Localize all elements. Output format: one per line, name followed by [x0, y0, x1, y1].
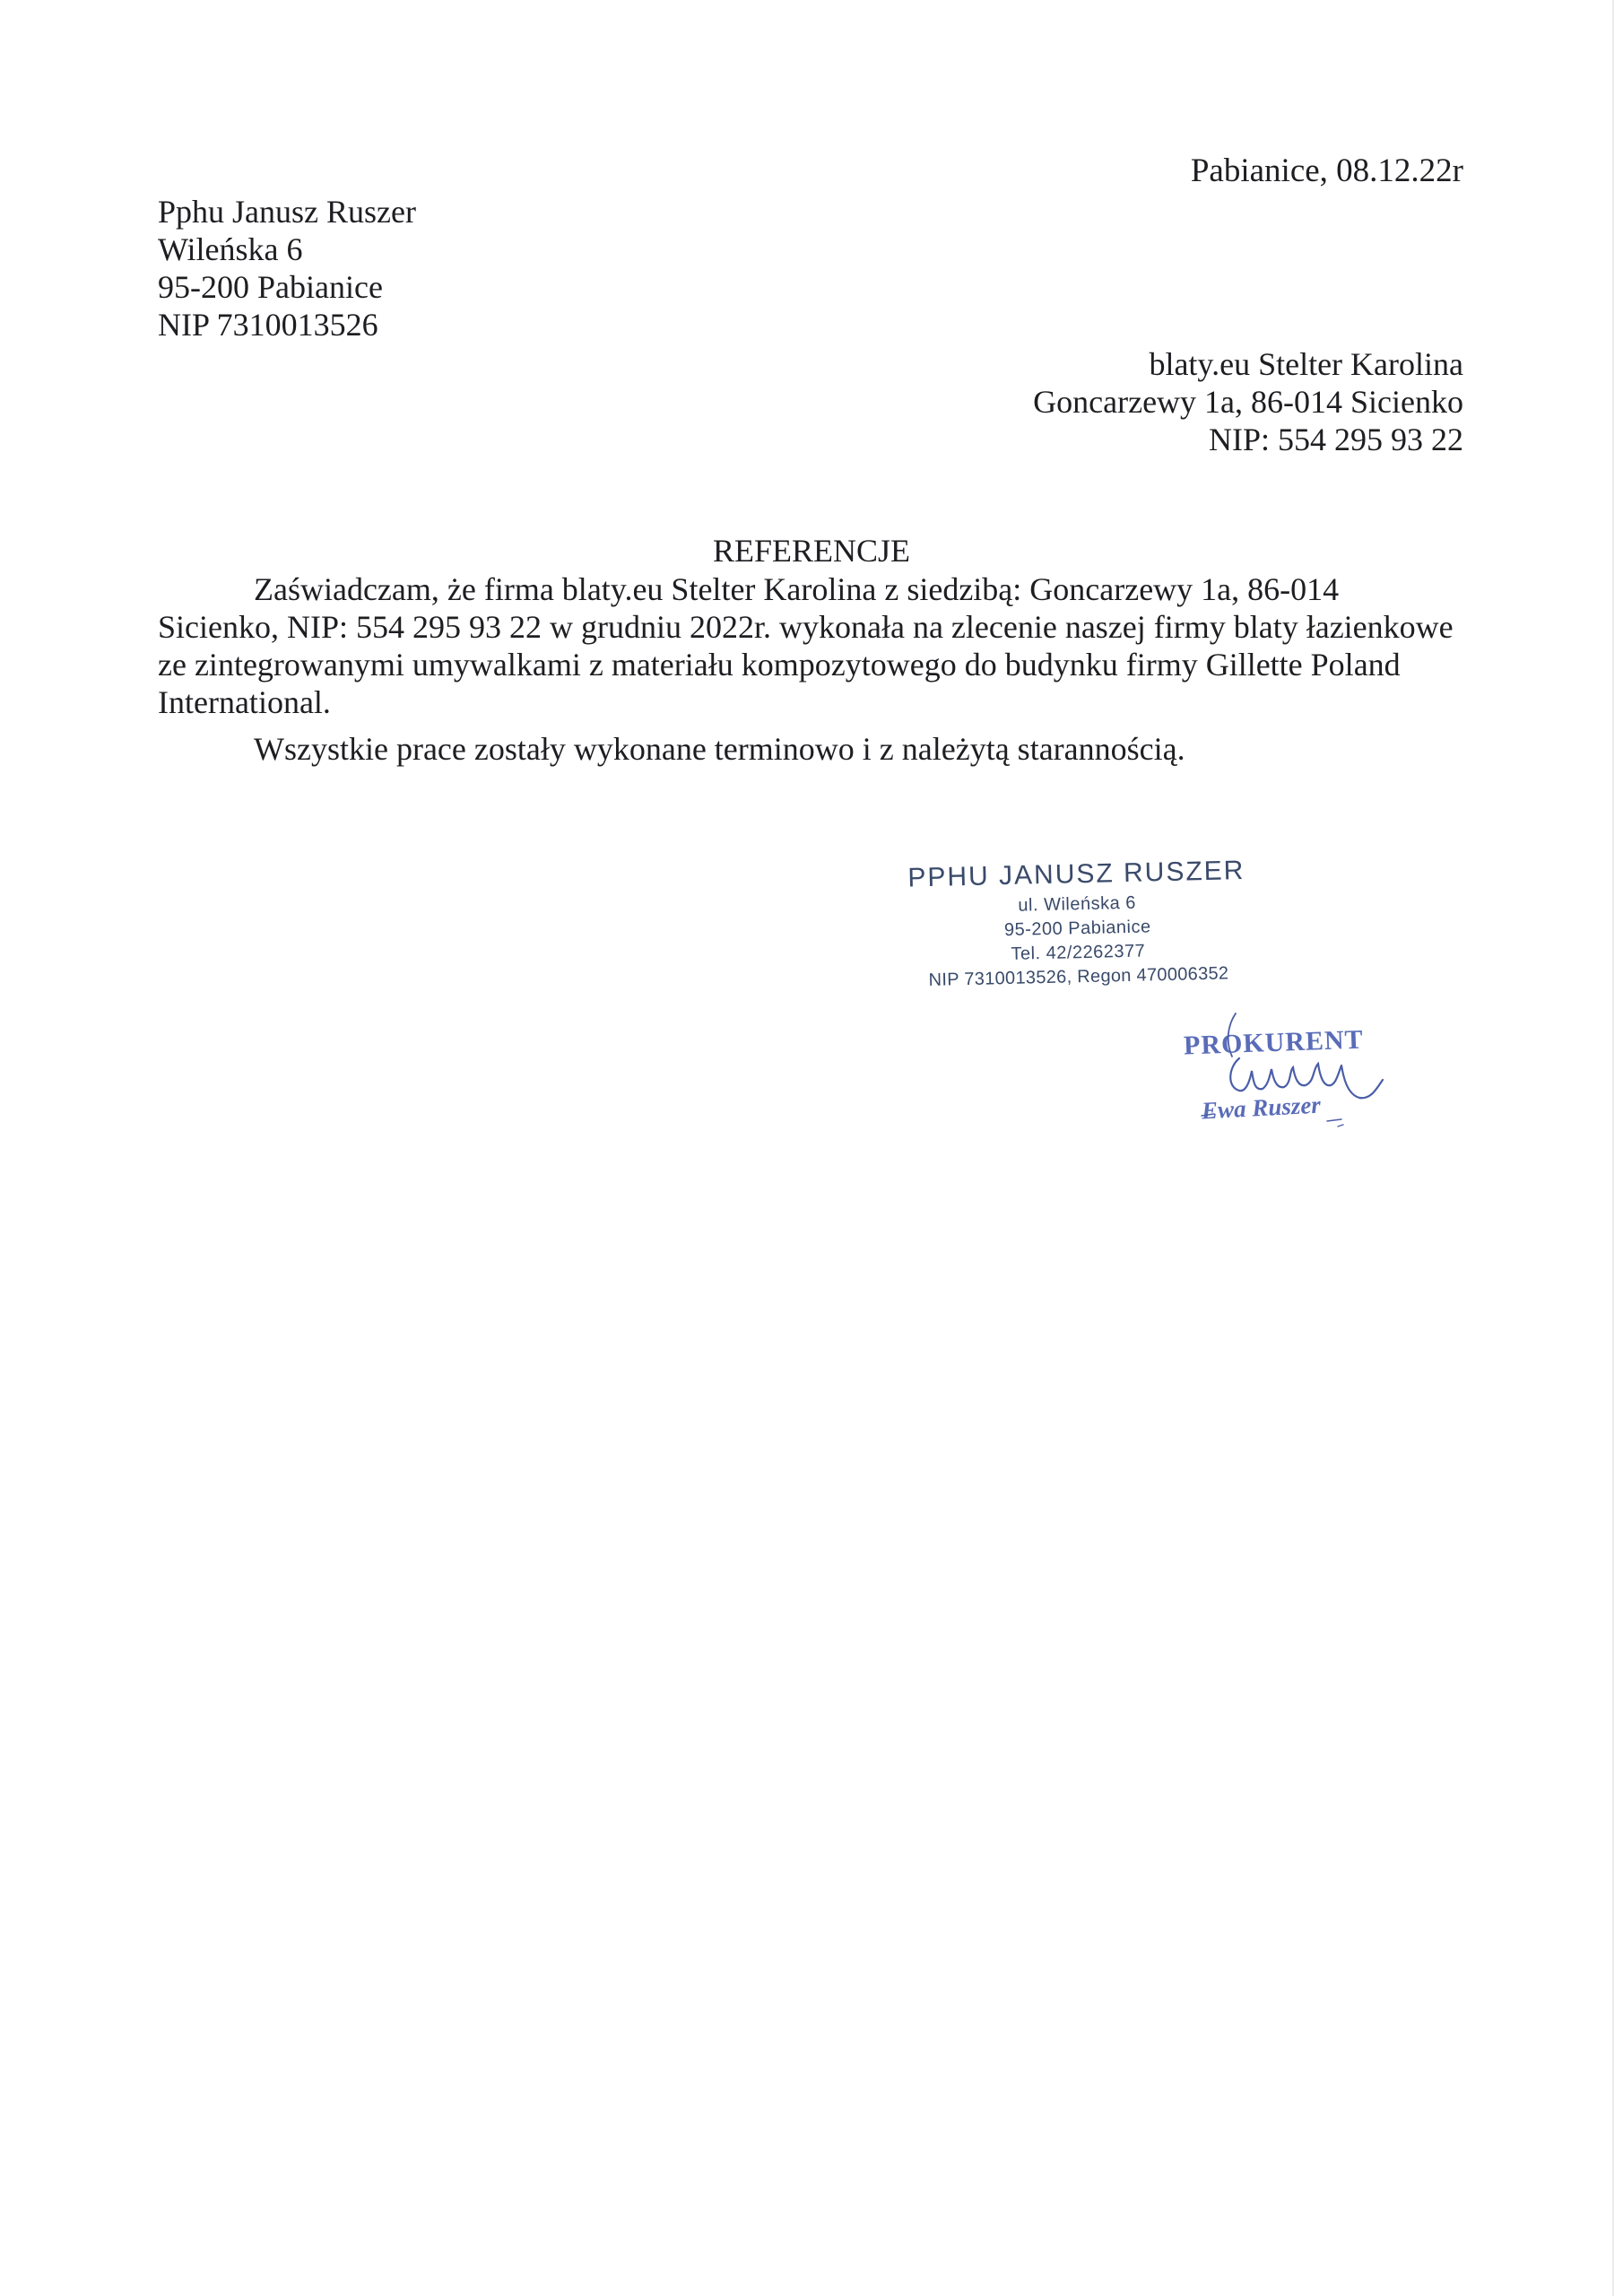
sender-address-block: [158, 193, 416, 344]
recipient-address: Goncarzewy 1a, 86-014 Sicienko: [1033, 384, 1463, 420]
handwritten-signature-icon: [1184, 1004, 1390, 1148]
letter-body: [158, 570, 1467, 768]
sender-city: 95-200 Pabianice: [158, 269, 383, 305]
page-edge: [1612, 0, 1614, 2296]
body-paragraph-2: Wszystkie prace zostały wykonane terminowo i z należytą starannością.: [254, 731, 1185, 767]
letter-date: Pabianice, 08.12.22r: [1190, 152, 1463, 189]
document-title: REFERENCJE: [712, 533, 911, 569]
stamp-street: ul. Wileńska 6: [1018, 892, 1137, 916]
stamp-nip-regon: NIP 7310013526, Regon 470006352: [928, 963, 1229, 990]
signature-role: PROKURENT: [1183, 1024, 1365, 1061]
signature-name: Ewa Ruszer: [1201, 1091, 1322, 1125]
sender-name: Pphu Janusz Ruszer: [158, 194, 416, 230]
body-paragraph-1: Zaświadczam, że firma blaty.eu Stelter Karolina z siedzibą: Goncarzewy 1a, 86-014 Sicienko, NIP: 554 295 93 22 w grudniu 2022r. wykonała na zlecenie naszej firmy blaty łazienkowe ze zintegrowanymi umywalkami z materiału kompozytowego do budynku firmy Gillette Poland International.: [158, 571, 1454, 720]
company-stamp: [888, 852, 1267, 993]
stamp-company-name: PPHU JANUSZ RUSZER: [907, 855, 1245, 893]
recipient-name: blaty.eu Stelter Karolina: [1149, 346, 1463, 382]
sender-street: Wileńska 6: [158, 231, 303, 267]
stamp-phone: Tel. 42/2262377: [1011, 941, 1146, 964]
sender-nip: NIP 7310013526: [158, 307, 378, 343]
stamp-city: 95-200 Pabianice: [1003, 917, 1151, 941]
signature-block: [1184, 1004, 1390, 1148]
recipient-address-block: [1033, 345, 1463, 458]
recipient-nip: NIP: 554 295 93 22: [1208, 422, 1463, 457]
